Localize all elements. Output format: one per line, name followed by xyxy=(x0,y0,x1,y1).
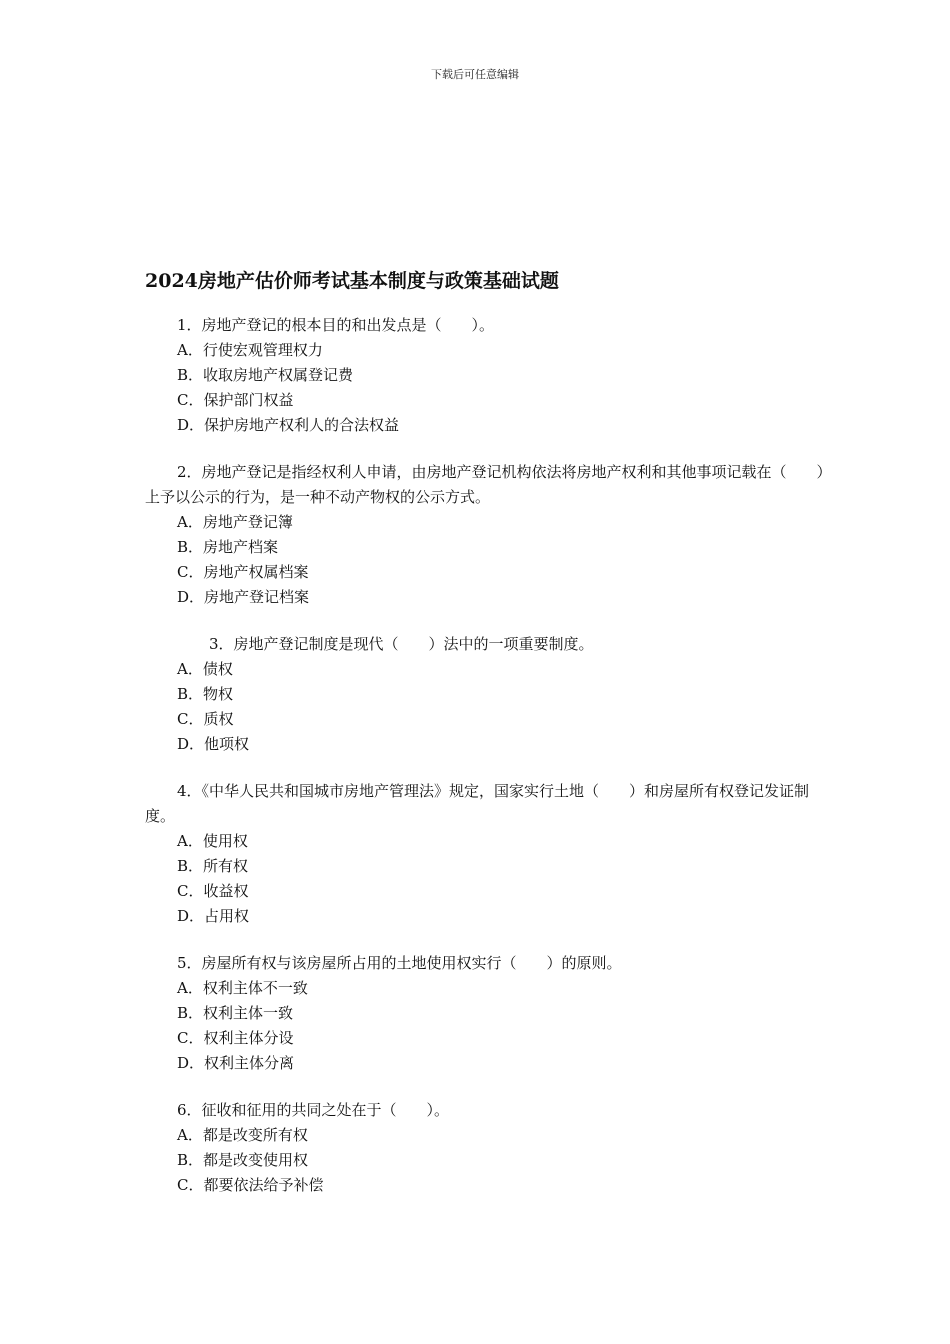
question-stem: 3．房地产登记制度是现代（ ）法中的一项重要制度。 xyxy=(209,635,594,653)
option-a: A．权利主体不一致 xyxy=(177,979,308,997)
option-b: B．收取房地产权属登记费 xyxy=(177,366,354,384)
option-d: D．他项权 xyxy=(177,735,250,753)
option-a: A．行使宏观管理权力 xyxy=(177,341,323,359)
option-c: C．房地产权属档案 xyxy=(177,563,309,581)
question-stem: 2．房地产登记是指经权利人申请，由房地产登记机构依法将房地产权利和其他事项记载在（ ）上予以公示的行为，是一种不动产物权的公示方式。 xyxy=(145,463,825,506)
question-3 xyxy=(145,632,825,757)
question-stem: 5．房屋所有权与该房屋所占用的土地使用权实行（ ）的原则。 xyxy=(177,954,622,972)
option-b: B．都是改变使用权 xyxy=(177,1151,309,1169)
question-4 xyxy=(145,779,825,929)
question-list xyxy=(145,313,825,1220)
option-b: B．物权 xyxy=(177,685,234,703)
question-2 xyxy=(145,460,825,610)
option-a: A．使用权 xyxy=(177,832,248,850)
option-b: B．权利主体一致 xyxy=(177,1004,294,1022)
option-d: D．权利主体分离 xyxy=(177,1054,295,1072)
option-a: A．房地产登记簿 xyxy=(177,513,293,531)
option-b: B．所有权 xyxy=(177,857,249,875)
question-1 xyxy=(145,313,825,438)
option-c: C．质权 xyxy=(177,710,234,728)
document-title: 2024房地产估价师考试基本制度与政策基础试题 xyxy=(145,270,559,292)
option-d: D．房地产登记档案 xyxy=(177,588,310,606)
question-stem: 6．征收和征用的共同之处在于（ ）。 xyxy=(177,1101,450,1119)
header-note: 下载后可任意编辑 xyxy=(431,68,519,81)
question-stem: 1．房地产登记的根本目的和出发点是（ ）。 xyxy=(177,316,495,334)
question-5 xyxy=(145,951,825,1076)
option-d: D．保护房地产权利人的合法权益 xyxy=(177,416,400,434)
option-d: D．占用权 xyxy=(177,907,250,925)
option-c: C．收益权 xyxy=(177,882,249,900)
option-a: A．都是改变所有权 xyxy=(177,1126,308,1144)
question-stem: 4．《中华人民共和国城市房地产管理法》规定，国家实行土地（ ）和房屋所有权登记发证制度。 xyxy=(145,782,810,825)
option-c: C．权利主体分设 xyxy=(177,1029,294,1047)
option-c: C．保护部门权益 xyxy=(177,391,294,409)
option-b: B．房地产档案 xyxy=(177,538,279,556)
option-c: C．都要依法给予补偿 xyxy=(177,1176,324,1194)
option-a: A．债权 xyxy=(177,660,233,678)
question-6 xyxy=(145,1098,825,1198)
